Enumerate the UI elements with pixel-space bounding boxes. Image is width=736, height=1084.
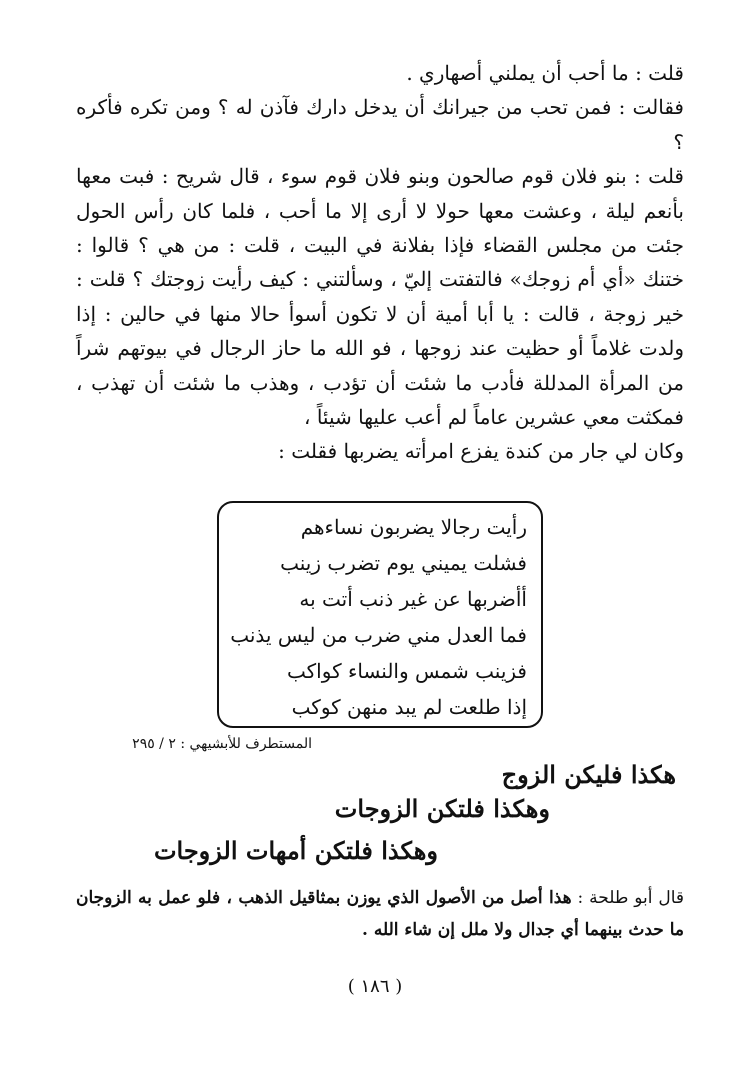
source-citation: المستطرف للأبشيهي : ٢ / ٢٩٥	[132, 736, 312, 752]
body-text	[76, 56, 684, 469]
poem-line: إذا طلعت لم يبد منهن كوكب	[291, 695, 527, 719]
closing-quote	[76, 882, 684, 946]
heading-husband: هكذا فليكن الزوج	[501, 760, 676, 789]
paragraph: وكان لي جار من كندة يفزع امرأته يضربها فقلت :	[278, 439, 684, 464]
heading-mothers-in-law: وهكذا فلتكن أمهات الزوجات	[153, 836, 438, 865]
paragraph: قلت : بنو فلان قوم صالحون وبنو فلان قوم سوء ، قال شريح : فبت معها بأنعم ليلة ، وعشت معها حولا لا أرى إلا ما أحب ، فلما كان رأس الحول جئت من مجلس القضاء فإذا بفلانة في البيت ، قلت : من هي ؟ قالوا : ختنك «أي أم زوجك» فالتفتت إليّ ، وسألتني : كيف رأيت زوجتك ؟ قلت : خير زوجة ، قالت : يا أبا أمية أن لا تكون أسوأ حالا منها في حالين : إذا ولدت غلاماً أو حظيت عند زوجها ، فو الله ما حاز الرجال في بيوتهم شراً من المرأة المدللة فأدب ما شئت أن تؤدب ، وهذب ما شئت أن تهذب ، فمكثت معي عشرين عاماً لم أعب عليها شيئاً ،	[76, 164, 684, 430]
paragraph: قلت : ما أحب أن يملني أصهاري .	[406, 61, 684, 85]
paragraph: فقالت : فمن تحب من جيرانك أن يدخل دارك فآذن له ؟ ومن تكره فأكره ؟	[76, 95, 684, 154]
poem-line: فشلت يميني يوم تضرب زينب	[280, 551, 527, 575]
heading-wives: وهكذا فلتكن الزوجات	[334, 794, 550, 823]
poem-box	[217, 501, 543, 728]
poem-line: فزينب شمس والنساء كواكب	[287, 659, 527, 683]
poem-line: رأيت رجالا يضربون نساءهم	[300, 515, 527, 539]
quote-speaker: قال أبو طلحة :	[577, 888, 685, 908]
poem-line: أأضربها عن غير ذنب أتت به	[299, 587, 527, 611]
quote-text: هذا أصل من الأصول الذي يوزن بمثاقيل الذهب ، فلو عمل به الزوجان ما حدث بينهما أي جدال ولا ملل إن شاء الله .	[76, 888, 684, 940]
poem-line: فما العدل مني ضرب من ليس يذنب	[230, 623, 527, 647]
page-number: ( ١٨٦ )	[347, 976, 403, 997]
